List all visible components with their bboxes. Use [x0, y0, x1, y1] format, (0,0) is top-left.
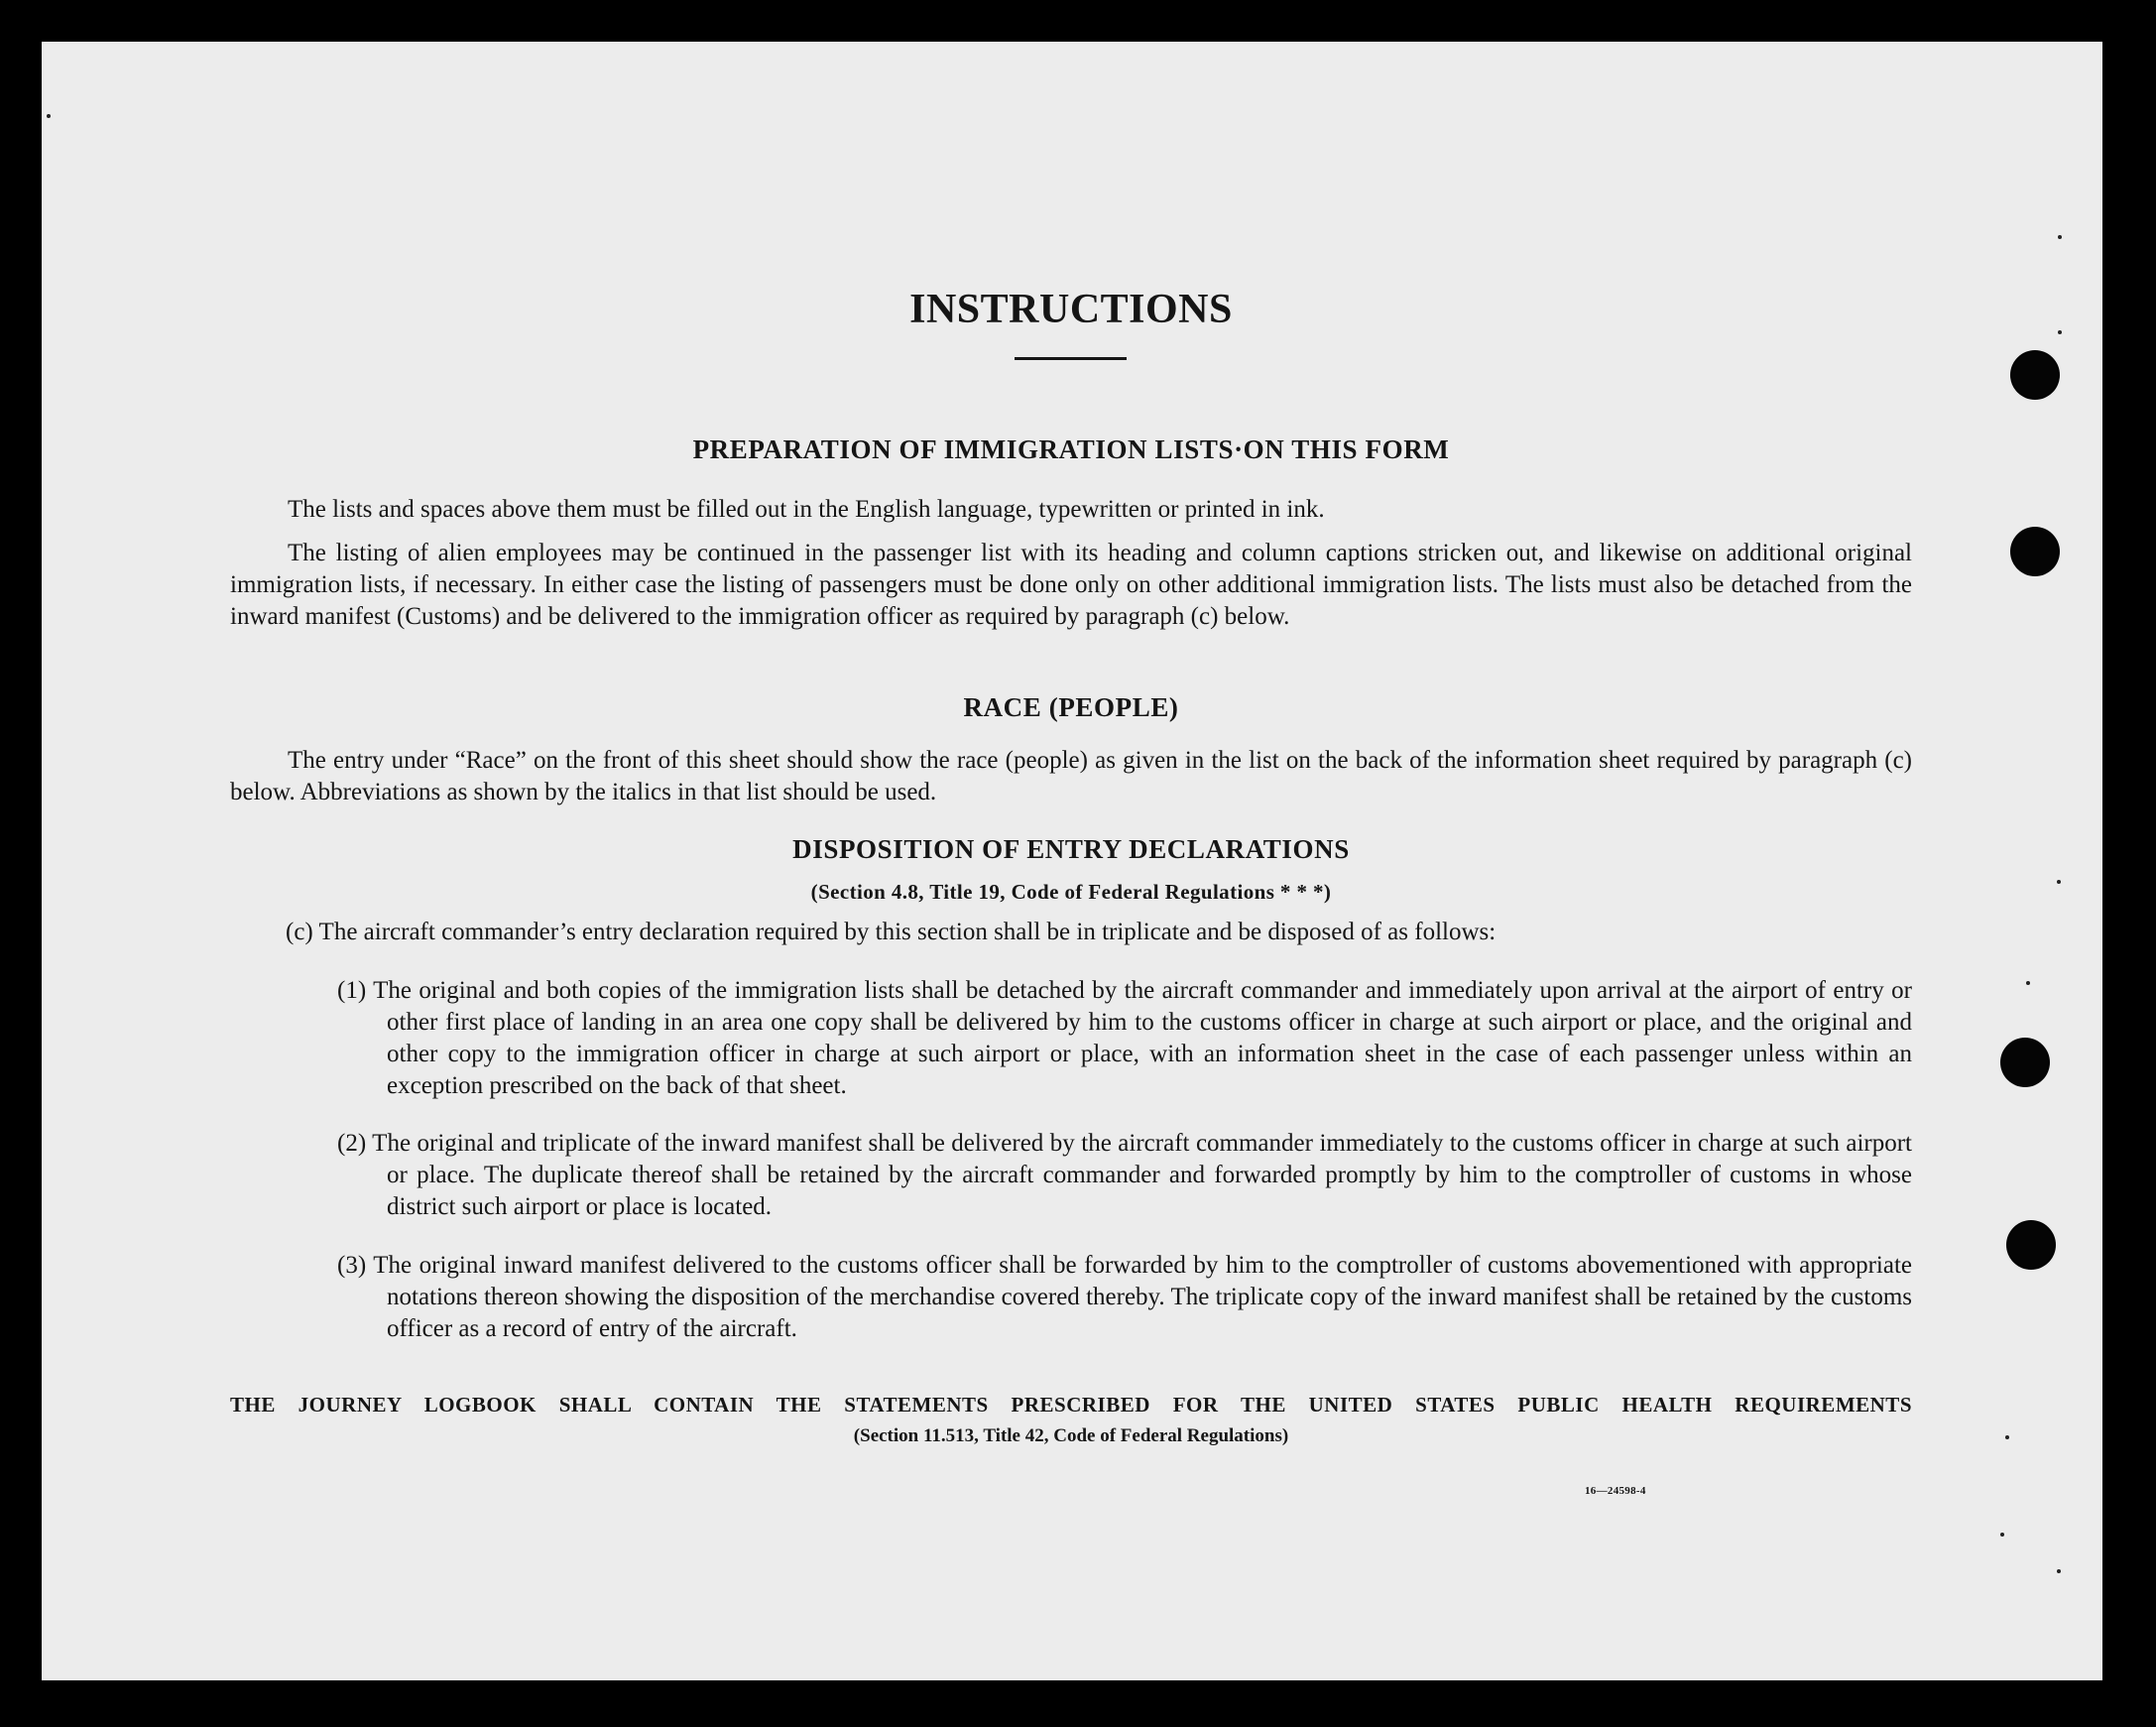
paragraph-preparation-1: The lists and spaces above them must be filled out in the English language, typewritten or printed in ink.	[288, 496, 1325, 523]
speck-mark	[2057, 1569, 2061, 1573]
section-heading-race: RACE (PEOPLE)	[963, 692, 1179, 722]
punch-hole	[2010, 350, 2060, 400]
speck-mark	[2058, 235, 2062, 239]
section-heading-disposition: DISPOSITION OF ENTRY DECLARATIONS	[792, 834, 1350, 864]
paragraph-disposition-lead: (c) The aircraft commander’s entry declaration required by this section shall be in triplicate and be disposed of as follows:	[286, 919, 1497, 945]
section-heading-preparation: PREPARATION OF IMMIGRATION LISTS·ON THIS FORM	[692, 434, 1450, 464]
form-number: 16—24598-4	[1585, 1485, 1646, 1497]
list-item-3: (3) The original inward manifest delivered to the customs officer shall be forwarded by him to the comptroller of customs abovementioned with appropriate notations thereon showing the disposition of the merchandise covered thereby. The triplicate copy of the inward manifest shall be retained by the customs officer as a record of entry of the aircraft.	[337, 1252, 1912, 1342]
punch-hole	[2000, 1038, 2050, 1087]
document-page	[42, 42, 2102, 1680]
speck-mark	[2057, 880, 2061, 884]
paragraph-race: The entry under “Race” on the front of this sheet should show the race (people) as given in the list on the back of the information sheet required by paragraph (c) below. Abbreviations as shown by the italics in that list should be used.	[230, 747, 1912, 805]
footer-statement: THE JOURNEY LOGBOOK SHALL CONTAIN THE STATEMENTS PRESCRIBED FOR THE UNITED STATES PUBLIC HEALTH REQUIREMENTS	[230, 1393, 1912, 1417]
speck-mark	[2026, 981, 2030, 985]
title-rule	[1015, 357, 1127, 360]
speck-mark	[2058, 330, 2062, 334]
footer-citation: (Section 11.513, Title 42, Code of Federal Regulations)	[853, 1425, 1289, 1446]
speck-mark	[47, 114, 51, 118]
list-item-1: (1) The original and both copies of the immigration lists shall be detached by the aircraft commander and immediately upon arrival at the airport of entry or other first place of landing in an area one copy shall be delivered by him to the customs officer in charge at such airport or place, and the original and other copy to the immigration officer in charge at such airport or place, with an information sheet in the case of each passenger unless within an exception prescribed on the back of that sheet.	[337, 977, 1912, 1099]
speck-mark	[2000, 1533, 2004, 1537]
section-citation-disposition: (Section 4.8, Title 19, Code of Federal Regulations * * *)	[810, 880, 1332, 904]
page-title: INSTRUCTIONS	[909, 287, 1233, 332]
paragraph-preparation-2: The listing of alien employees may be continued in the passenger list with its heading and column captions stricken out, and likewise on additional original immigration lists, if necessary. In either case the listing of passengers must be done only on other additional immigration lists. The lists must also be detached from the inward manifest (Customs) and be delivered to the immigration officer as required by paragraph (c) below.	[230, 540, 1912, 630]
punch-hole	[2010, 527, 2060, 576]
punch-hole	[2006, 1220, 2056, 1270]
list-item-2: (2) The original and triplicate of the inward manifest shall be delivered by the aircraft commander immediately to the customs officer in charge at such airport or place. The duplicate thereof shall be retained by the aircraft commander and forwarded promptly by him to the comptroller of customs in whose district such airport or place is located.	[337, 1130, 1912, 1220]
speck-mark	[2005, 1435, 2009, 1439]
